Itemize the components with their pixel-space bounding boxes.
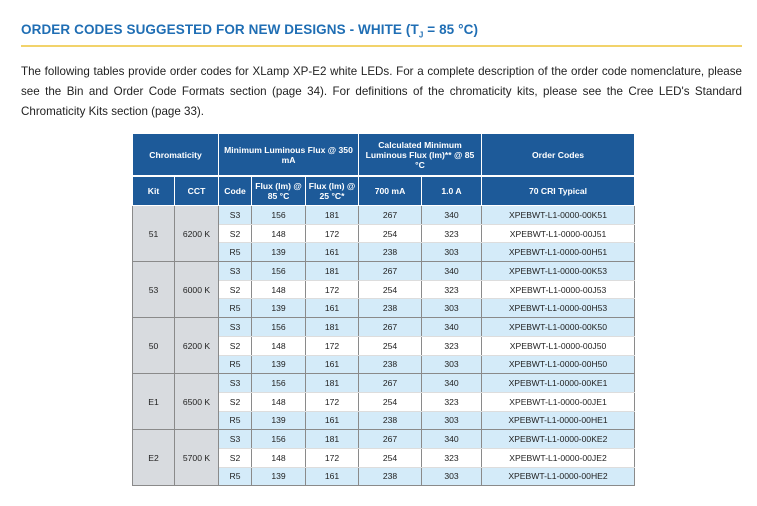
- flux-85c: 148: [252, 392, 306, 411]
- flux-1a: 303: [422, 411, 482, 430]
- flux-700ma: 254: [359, 280, 422, 299]
- order-code: XPEBWT-L1-0000-00K50: [482, 318, 635, 337]
- bin-code: S2: [219, 392, 252, 411]
- order-code: XPEBWT-L1-0000-00J53: [482, 280, 635, 299]
- header-flux25: Flux (lm) @ 25 °C*: [306, 176, 359, 206]
- bin-code: S3: [219, 374, 252, 393]
- header-min-flux: Minimum Luminous Flux @ 350 mA: [219, 134, 359, 177]
- intro-paragraph: [21, 62, 742, 122]
- flux-1a: 323: [422, 224, 482, 243]
- flux-25c: 181: [306, 318, 359, 337]
- flux-1a: 303: [422, 299, 482, 318]
- table-body: [133, 206, 635, 486]
- flux-700ma: 267: [359, 374, 422, 393]
- flux-25c: 161: [306, 467, 359, 486]
- flux-25c: 181: [306, 206, 359, 225]
- order-code: XPEBWT-L1-0000-00KE1: [482, 374, 635, 393]
- header-chromaticity: Chromaticity: [133, 134, 219, 177]
- flux-1a: 340: [422, 262, 482, 281]
- flux-700ma: 254: [359, 336, 422, 355]
- flux-700ma: 267: [359, 318, 422, 337]
- bin-code: S3: [219, 206, 252, 225]
- order-code: XPEBWT-L1-0000-00H50: [482, 355, 635, 374]
- flux-25c: 181: [306, 374, 359, 393]
- flux-25c: 161: [306, 299, 359, 318]
- flux-700ma: 238: [359, 467, 422, 486]
- section-title-text: ORDER CODES SUGGESTED FOR NEW DESIGNS - WHITE (T: [21, 22, 419, 37]
- flux-700ma: 254: [359, 392, 422, 411]
- flux-25c: 172: [306, 336, 359, 355]
- flux-1a: 340: [422, 206, 482, 225]
- intro-text: The following tables provide order codes for XLamp XP-E2 white LEDs. For a complete description of the order code nomenclature, please see the Bin and Order Code Formats section (page 34). For definitions of the chromaticity kits, please see the Cree LED's Standard Chromaticity Kits section (page 33).: [21, 65, 742, 118]
- bin-code: S3: [219, 430, 252, 449]
- kit-cell: 53: [133, 262, 175, 318]
- section-title: [21, 22, 478, 40]
- flux-700ma: 238: [359, 355, 422, 374]
- header-flux85: Flux (lm) @ 85 °C: [252, 176, 306, 206]
- bin-code: S2: [219, 224, 252, 243]
- header-70cri: 70 CRI Typical: [482, 176, 635, 206]
- kit-cell: E2: [133, 430, 175, 486]
- flux-85c: 148: [252, 224, 306, 243]
- group-header-row: [133, 134, 635, 177]
- order-code: XPEBWT-L1-0000-00HE2: [482, 467, 635, 486]
- section-title-subscript: J: [418, 30, 424, 40]
- bin-code: R5: [219, 243, 252, 262]
- flux-85c: 156: [252, 318, 306, 337]
- flux-25c: 172: [306, 448, 359, 467]
- flux-85c: 156: [252, 262, 306, 281]
- kit-cell: 51: [133, 206, 175, 262]
- header-calc-flux: Calculated Minimum Luminous Flux (lm)** @ 85 °C: [359, 134, 482, 177]
- flux-1a: 303: [422, 243, 482, 262]
- flux-85c: 148: [252, 280, 306, 299]
- header-cct: CCT: [175, 176, 219, 206]
- flux-1a: 323: [422, 280, 482, 299]
- flux-1a: 340: [422, 318, 482, 337]
- flux-1a: 323: [422, 336, 482, 355]
- flux-700ma: 267: [359, 430, 422, 449]
- table-row: [133, 374, 635, 393]
- flux-1a: 303: [422, 467, 482, 486]
- bin-code: S2: [219, 280, 252, 299]
- flux-85c: 139: [252, 411, 306, 430]
- flux-85c: 148: [252, 448, 306, 467]
- header-code: Code: [219, 176, 252, 206]
- flux-700ma: 254: [359, 224, 422, 243]
- flux-85c: 139: [252, 467, 306, 486]
- flux-700ma: 238: [359, 243, 422, 262]
- order-codes-table: [132, 133, 635, 486]
- flux-25c: 172: [306, 392, 359, 411]
- order-code: XPEBWT-L1-0000-00H53: [482, 299, 635, 318]
- header-1a: 1.0 A: [422, 176, 482, 206]
- flux-25c: 172: [306, 224, 359, 243]
- order-code: XPEBWT-L1-0000-00KE2: [482, 430, 635, 449]
- flux-85c: 156: [252, 374, 306, 393]
- order-code: XPEBWT-L1-0000-00J51: [482, 224, 635, 243]
- flux-700ma: 238: [359, 299, 422, 318]
- kit-cell: 50: [133, 318, 175, 374]
- flux-1a: 323: [422, 448, 482, 467]
- header-order-codes: Order Codes: [482, 134, 635, 177]
- flux-700ma: 267: [359, 262, 422, 281]
- flux-85c: 148: [252, 336, 306, 355]
- flux-85c: 139: [252, 299, 306, 318]
- flux-1a: 323: [422, 392, 482, 411]
- flux-25c: 181: [306, 262, 359, 281]
- flux-25c: 161: [306, 355, 359, 374]
- bin-code: R5: [219, 355, 252, 374]
- bin-code: S2: [219, 448, 252, 467]
- order-code: XPEBWT-L1-0000-00J50: [482, 336, 635, 355]
- flux-700ma: 254: [359, 448, 422, 467]
- flux-1a: 340: [422, 430, 482, 449]
- table-row: [133, 262, 635, 281]
- flux-25c: 161: [306, 411, 359, 430]
- flux-700ma: 238: [359, 411, 422, 430]
- order-code: XPEBWT-L1-0000-00JE1: [482, 392, 635, 411]
- header-700ma: 700 mA: [359, 176, 422, 206]
- cct-cell: 5700 K: [175, 430, 219, 486]
- table-row: [133, 318, 635, 337]
- bin-code: R5: [219, 299, 252, 318]
- order-code: XPEBWT-L1-0000-00H51: [482, 243, 635, 262]
- order-code: XPEBWT-L1-0000-00K53: [482, 262, 635, 281]
- cct-cell: 6200 K: [175, 206, 219, 262]
- bin-code: S3: [219, 262, 252, 281]
- bin-code: R5: [219, 411, 252, 430]
- section-title-end: = 85 °C): [423, 22, 479, 37]
- bin-code: S2: [219, 336, 252, 355]
- kit-cell: E1: [133, 374, 175, 430]
- flux-85c: 139: [252, 355, 306, 374]
- order-code: XPEBWT-L1-0000-00K51: [482, 206, 635, 225]
- flux-700ma: 267: [359, 206, 422, 225]
- flux-85c: 156: [252, 430, 306, 449]
- cct-cell: 6500 K: [175, 374, 219, 430]
- cct-cell: 6000 K: [175, 262, 219, 318]
- bin-code: R5: [219, 467, 252, 486]
- flux-1a: 303: [422, 355, 482, 374]
- sub-header-row: [133, 176, 635, 206]
- order-code: XPEBWT-L1-0000-00HE1: [482, 411, 635, 430]
- flux-25c: 181: [306, 430, 359, 449]
- flux-1a: 340: [422, 374, 482, 393]
- order-code: XPEBWT-L1-0000-00JE2: [482, 448, 635, 467]
- flux-85c: 139: [252, 243, 306, 262]
- table-row: [133, 206, 635, 225]
- flux-25c: 172: [306, 280, 359, 299]
- header-kit: Kit: [133, 176, 175, 206]
- title-underline: [21, 45, 742, 47]
- flux-25c: 161: [306, 243, 359, 262]
- table-row: [133, 430, 635, 449]
- bin-code: S3: [219, 318, 252, 337]
- cct-cell: 6200 K: [175, 318, 219, 374]
- flux-85c: 156: [252, 206, 306, 225]
